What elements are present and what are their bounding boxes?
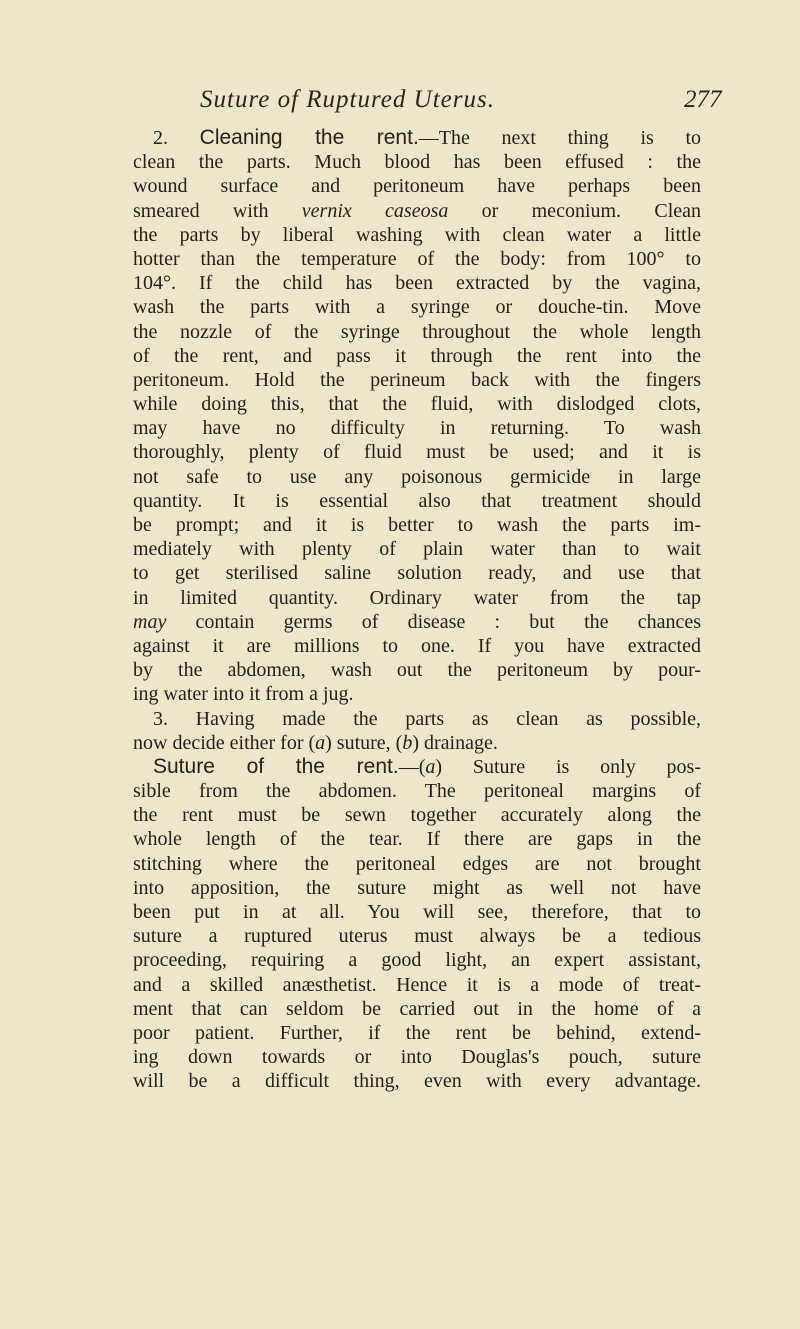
page-number: 277 <box>684 86 722 113</box>
section-3-line-1: 3. Having made the parts as clean as possible, <box>153 707 701 730</box>
paragraph-line: mediately with plenty of plain water than to wait <box>133 538 701 561</box>
section-2-number: 2. <box>153 127 168 149</box>
paragraph-line: will be a difficult thing, even with every advantage. <box>133 1070 701 1093</box>
running-header: Suture of Ruptured Uterus. <box>200 86 495 113</box>
paragraph-line: the nozzle of the syringe throughout the whole length <box>133 320 701 343</box>
paragraph-line: not safe to use any poisonous germicide in large <box>133 465 701 488</box>
paragraph-line: wound surface and peritoneum have perhaps been <box>133 175 701 198</box>
paragraph-line: by the abdomen, wash out the peritoneum by pour- <box>133 659 701 682</box>
paragraph-line: quantity. It is essential also that treatment should <box>133 489 701 512</box>
paragraph-line: against it are millions to one. If you have extracted <box>133 634 701 657</box>
paragraph-line: of the rent, and pass it through the rent into the <box>133 344 701 367</box>
paragraph-line: clean the parts. Much blood has been effused : the <box>133 151 701 174</box>
paragraph-line: poor patient. Further, if the rent be behind, extend- <box>133 1021 701 1044</box>
paragraph-line: thoroughly, plenty of fluid must be used; and it is <box>133 441 701 464</box>
paragraph-line: to get sterilised saline solution ready, and use that <box>133 562 701 585</box>
paragraph-line: now decide either for (a) suture, (b) drainage. <box>133 731 498 754</box>
suture-line-1: Suture of the rent.—(a) Suture is only pos- <box>153 754 702 778</box>
suture-heading: Suture of the rent. <box>153 754 399 778</box>
paragraph-line: ing down towards or into Douglas's pouch, suture <box>133 1046 701 1069</box>
body-text <box>133 126 701 1094</box>
paragraph-line: suture a ruptured uterus must always be a tedious <box>133 925 701 948</box>
section-2-heading: Cleaning the rent. <box>199 126 419 149</box>
paragraph-line: been put in at all. You will see, therefore, that to <box>133 901 701 923</box>
paragraph-line: hotter than the temperature of the body: from 100° to <box>133 247 701 270</box>
paragraph-line: may have no difficulty in returning. To wash <box>133 417 701 440</box>
italic-term: may <box>133 610 167 633</box>
italic-term: vernix caseosa <box>301 199 449 222</box>
paragraph-line: the rent must be sewn together accurately along the <box>133 804 701 827</box>
paragraph-line: proceeding, requiring a good light, an expert assistant, <box>133 949 701 972</box>
paragraph-line: stitching where the peritoneal edges are not brought <box>133 852 701 875</box>
paragraph-line: may contain germs of disease : but the chances <box>133 610 702 633</box>
paragraph-line: and a skilled anæsthetist. Hence it is a mode of treat- <box>133 973 701 996</box>
paragraph-line: ing water into it from a jug. <box>133 683 354 706</box>
paragraph-line: be prompt; and it is better to wash the parts im- <box>133 514 701 536</box>
paragraph-line: sible from the abdomen. The peritoneal margins of <box>133 780 701 803</box>
paragraph-line: ment that can seldom be carried out in the home of a <box>133 997 701 1020</box>
section-2-line-1: 2. Cleaning the rent.—The next thing is to <box>153 126 702 149</box>
paragraph-line: while doing this, that the fluid, with dislodged clots, <box>133 393 701 416</box>
paragraph-line: whole length of the tear. If there are gaps in the <box>133 828 701 851</box>
paragraph-line: into apposition, the suture might as well not have <box>133 876 701 899</box>
paragraph-line: in limited quantity. Ordinary water from the tap <box>133 586 701 609</box>
paragraph-line: peritoneum. Hold the perineum back with the fingers <box>133 368 701 391</box>
paragraph-line: smeared with vernix caseosa or meconium. Clean <box>133 199 701 222</box>
paragraph-line: 104°. If the child has been extracted by the vagina, <box>133 272 701 295</box>
paragraph-line: wash the parts with a syringe or douche-tin. Move <box>133 296 701 319</box>
paragraph-line: the parts by liberal washing with clean water a little <box>133 223 701 246</box>
